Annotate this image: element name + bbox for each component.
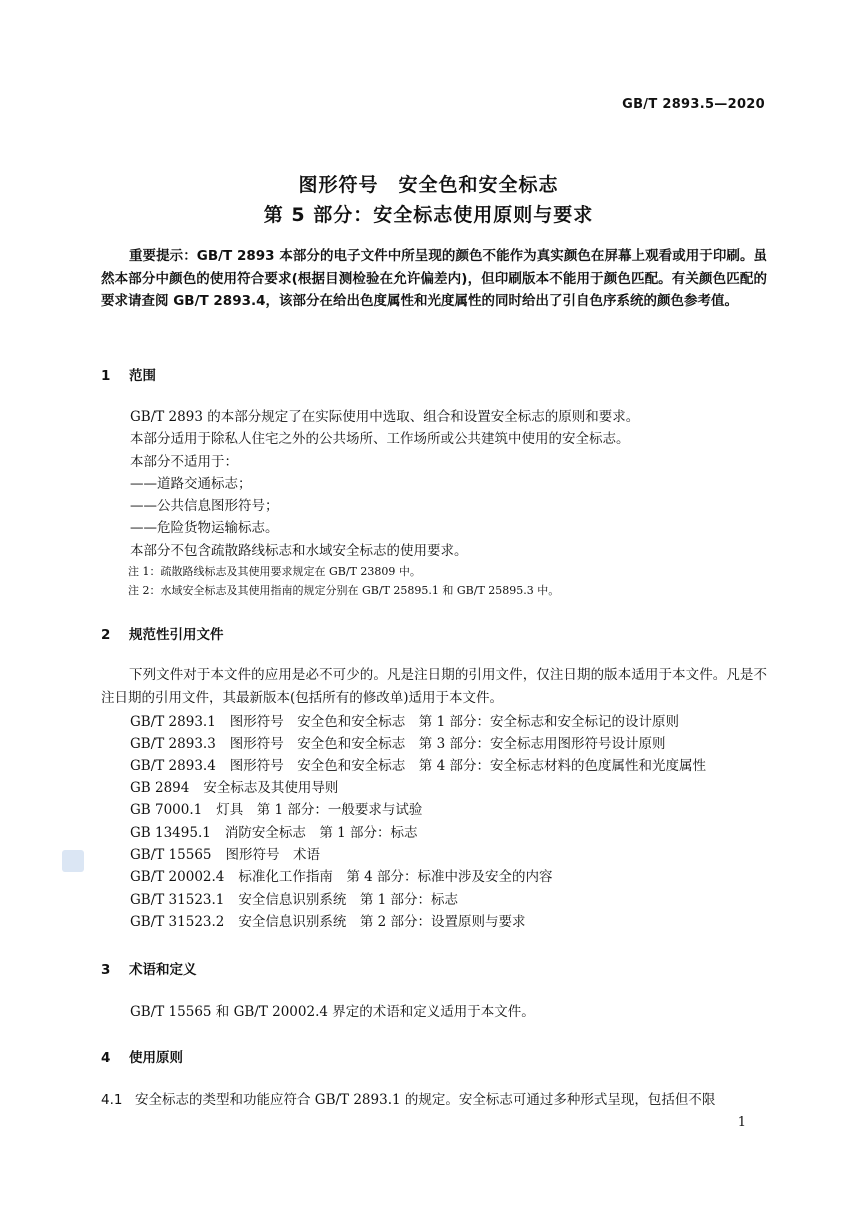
reference-code: GB/T 15565 <box>130 847 212 863</box>
section-number: 3 <box>101 962 111 978</box>
scope-note-2: 注 2：水域安全标志及其使用指南的规定分别在 GB/T 25895.1 和 GB/T 25895.3 中。 <box>128 584 560 597</box>
reference-code: GB/T 31523.1 <box>130 892 225 908</box>
reference-title: 图形符号 安全色和安全标志 第 1 部分：安全标志和安全标记的设计原则 <box>229 714 679 730</box>
clause-4-1 <box>101 1089 715 1111</box>
reference-code: GB/T 20002.4 <box>130 869 225 885</box>
reference-code: GB 2894 <box>130 780 190 796</box>
reference-code: GB/T 2893.4 <box>130 758 216 774</box>
reference-item <box>130 889 458 911</box>
reference-code: GB/T 31523.2 <box>130 914 225 930</box>
clause-text: 安全标志的类型和功能应符合 GB/T 2893.1 的规定。安全标志可通过多种形式呈现，包括但不限 <box>135 1092 716 1108</box>
reference-code: GB 7000.1 <box>130 802 203 818</box>
scope-line: 本部分适用于除私人住宅之外的公共场所、工作场所或公共建筑中使用的安全标志。 <box>130 431 630 447</box>
section-title: 使用原则 <box>129 1050 183 1066</box>
section-number: 4 <box>101 1050 111 1066</box>
reference-title: 图形符号 安全色和安全标志 第 3 部分：安全标志用图形符号设计原则 <box>229 736 666 752</box>
section-3-heading <box>101 958 197 978</box>
scope-note-1: 注 1：疏散路线标志及其使用要求规定在 GB/T 23809 中。 <box>128 565 421 578</box>
terms-text: GB/T 15565 和 GB/T 20002.4 界定的术语和定义适用于本文件。 <box>130 1004 535 1020</box>
reference-item <box>130 777 338 799</box>
section-number: 2 <box>101 627 111 643</box>
reference-item <box>130 733 665 755</box>
standard-id: GB/T 2893.5—2020 <box>622 97 765 112</box>
normative-references-intro: 下列文件对于本文件的应用是必不可少的。凡是注日期的引用文件，仅注日期的版本适用于本文件。凡是不注日期的引用文件，其最新版本(包括所有的修改单)适用于本文件。 <box>101 667 767 706</box>
section-2-heading <box>101 623 224 643</box>
section-4-heading <box>101 1046 183 1066</box>
scope-line: 本部分不包含疏散路线标志和水域安全标志的使用要求。 <box>130 543 468 559</box>
scope-line: ——道路交通标志； <box>130 476 252 492</box>
reference-code: GB/T 2893.1 <box>130 714 216 730</box>
page-number: 1 <box>737 1115 746 1130</box>
title-line-1: 图形符号 安全色和安全标志 <box>298 174 559 196</box>
reference-item <box>130 844 320 866</box>
reference-item <box>130 799 422 821</box>
reference-item <box>130 822 418 844</box>
reference-title: 消防安全标志 第 1 部分：标志 <box>224 825 418 841</box>
reference-item <box>130 711 679 733</box>
reference-title: 灯具 第 1 部分：一般要求与试验 <box>216 802 423 818</box>
reference-title: 安全信息识别系统 第 1 部分：标志 <box>238 892 459 908</box>
section-title: 规范性引用文件 <box>129 627 224 643</box>
reference-title: 安全信息识别系统 第 2 部分：设置原则与要求 <box>238 914 526 930</box>
reference-code: GB 13495.1 <box>130 825 211 841</box>
scope-line: ——危险货物运输标志。 <box>130 520 279 536</box>
reference-item <box>130 866 553 888</box>
section-title: 范围 <box>129 368 156 384</box>
reference-title: 图形符号 术语 <box>225 847 320 863</box>
section-title: 术语和定义 <box>129 962 197 978</box>
reference-title: 标准化工作指南 第 4 部分：标准中涉及安全的内容 <box>238 869 553 885</box>
clause-number: 4.1 <box>101 1092 123 1108</box>
scope-line: ——公共信息图形符号； <box>130 498 279 514</box>
reference-item <box>130 755 706 777</box>
side-badge-icon <box>62 850 84 872</box>
section-1-heading <box>101 364 156 384</box>
scope-line: GB/T 2893 的本部分规定了在实际使用中选取、组合和设置安全标志的原则和要求。 <box>130 409 640 425</box>
title-line-2: 第 5 部分：安全标志使用原则与要求 <box>263 204 594 226</box>
scope-line: 本部分不适用于： <box>130 454 238 470</box>
reference-code: GB/T 2893.3 <box>130 736 216 752</box>
section-number: 1 <box>101 368 111 384</box>
important-notice: 重要提示：GB/T 2893 本部分的电子文件中所呈现的颜色不能作为真实颜色在屏幕上观看或用于印刷。虽然本部分中颜色的使用符合要求(根据目测检验在允许偏差内)，但印刷版本不能用于颜色匹配。有关颜色匹配的要求请查阅 GB/T 2893.4，该部分在给出色度属性和光度属性的同时给出了引自色序系统的颜色参考值。 <box>101 248 767 310</box>
reference-title: 安全标志及其使用导则 <box>203 780 339 796</box>
reference-title: 图形符号 安全色和安全标志 第 4 部分：安全标志材料的色度属性和光度属性 <box>229 758 706 774</box>
reference-item <box>130 911 526 933</box>
